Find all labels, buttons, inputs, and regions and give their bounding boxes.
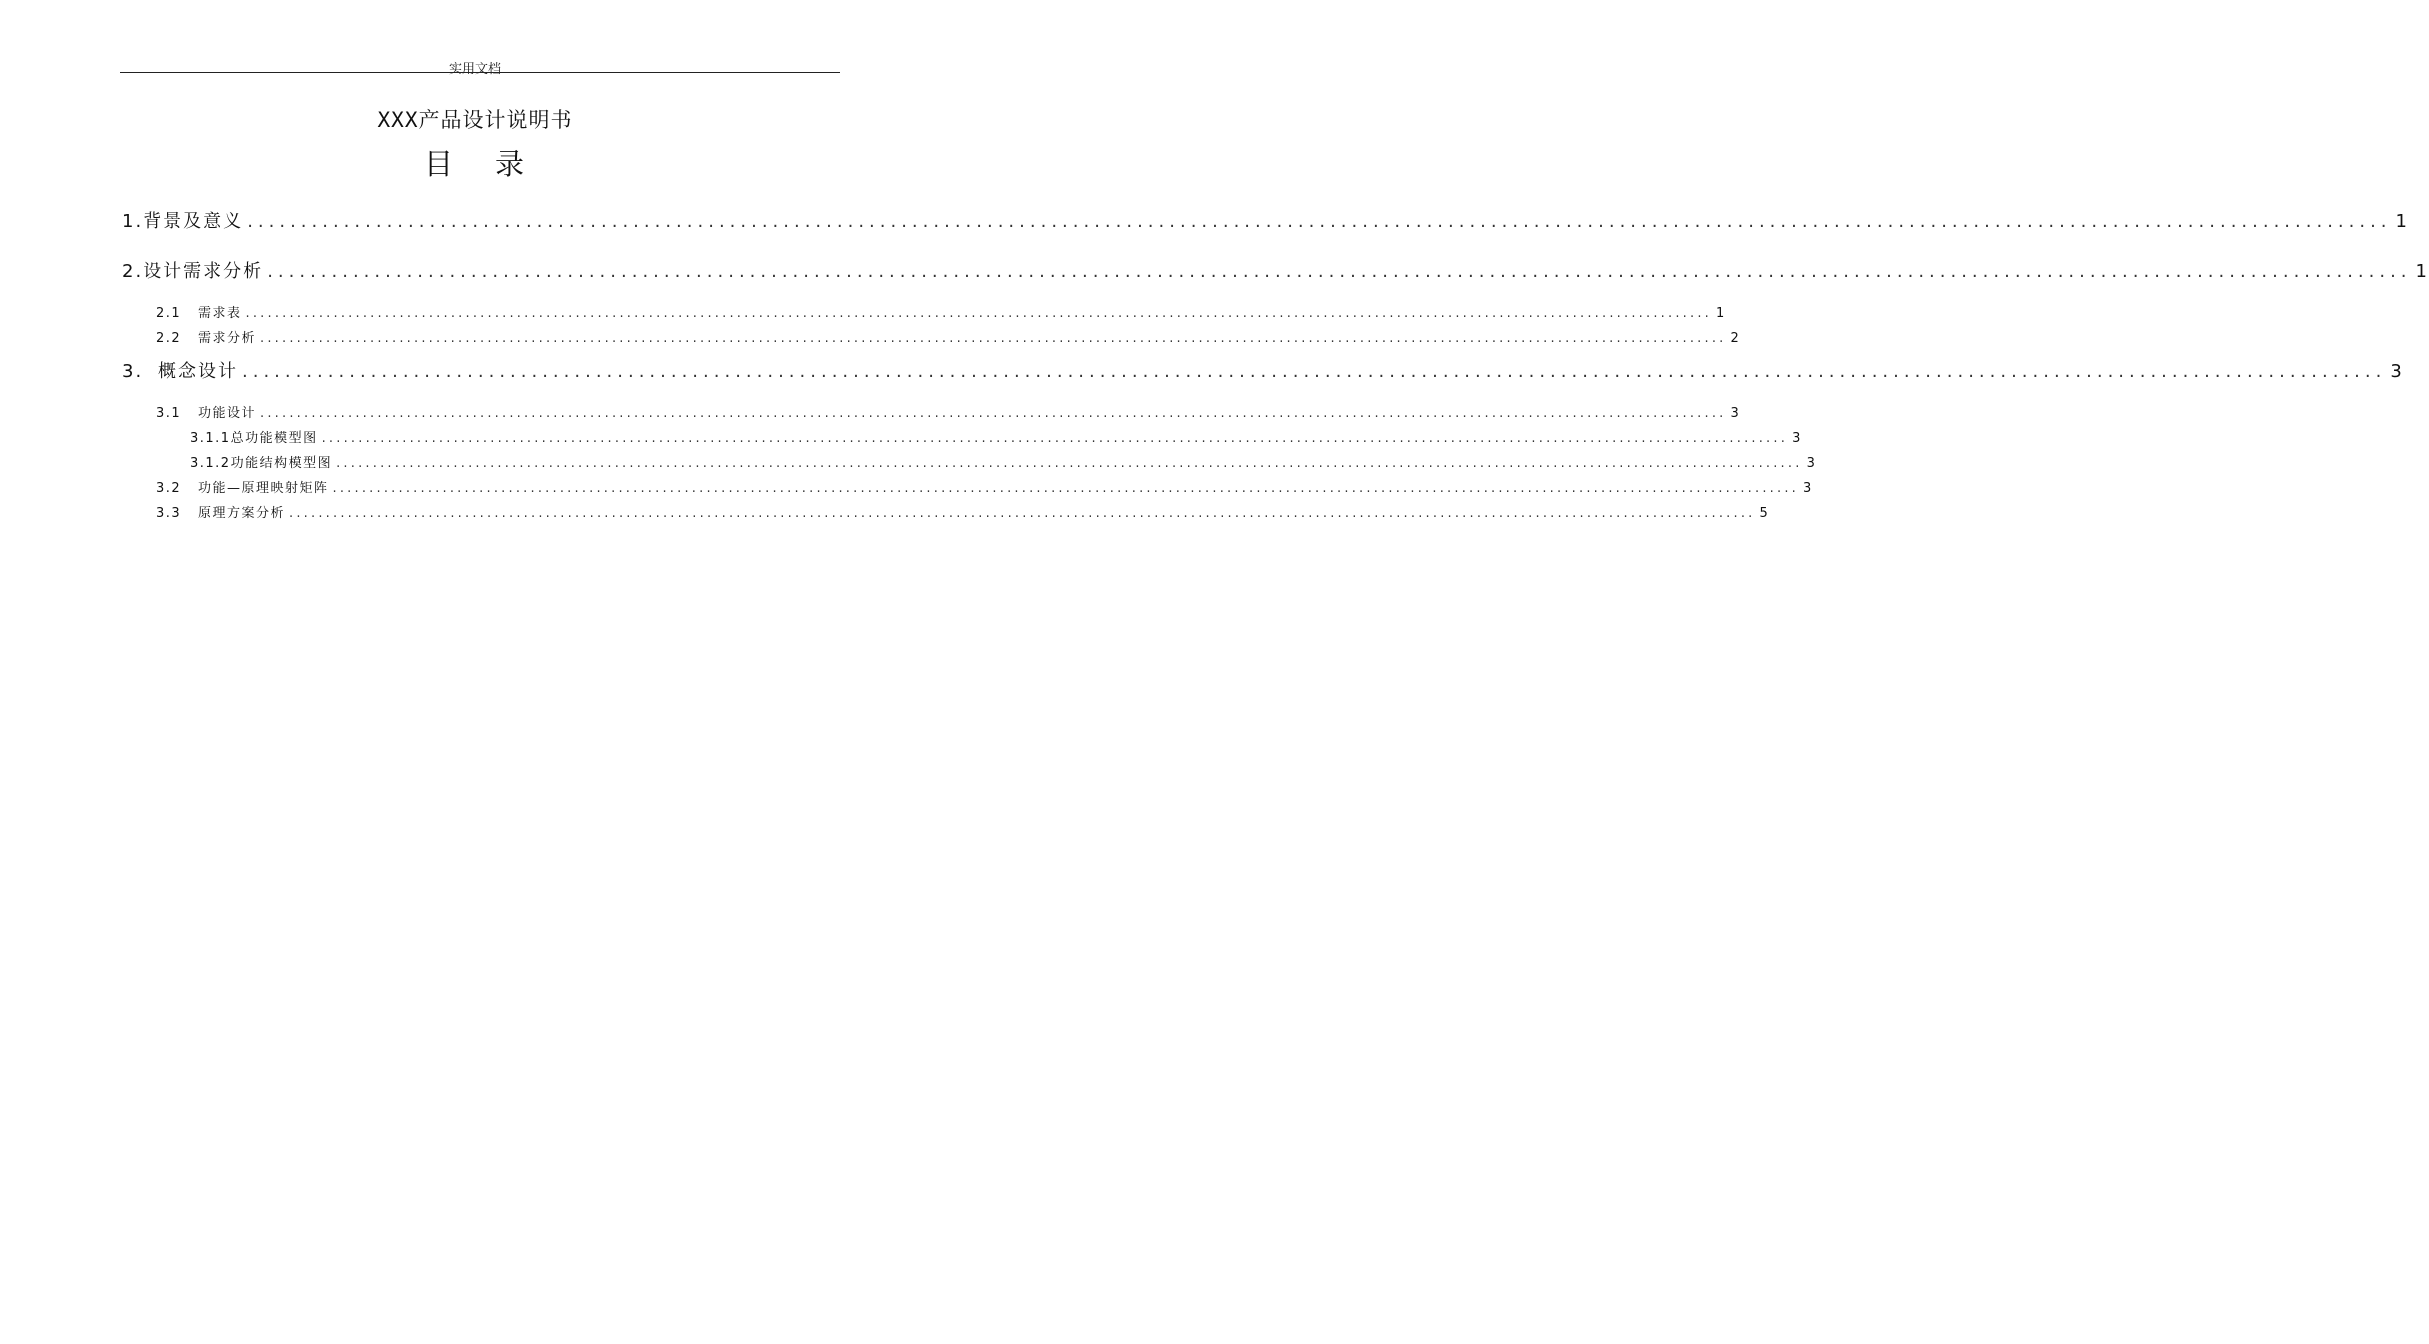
toc-leader: ........................................................................................................................................................................................................ [245, 306, 1712, 321]
toc-heading-left: 目 [423, 147, 455, 181]
toc-entry-label: 功能结构模型图 [230, 456, 333, 471]
toc-leader: ........................................................................................................................................................................................................ [260, 406, 1727, 421]
toc-entry[interactable] [156, 302, 1726, 321]
toc-entry-label: 背景及意义 [143, 211, 244, 232]
toc-entry[interactable] [190, 427, 1802, 446]
toc-entry-number: 3.1.2 [190, 456, 231, 471]
toc-entry-page: 3 [1792, 431, 1802, 446]
toc-entry-label: 设计需求分析 [143, 261, 264, 282]
toc-entry-label: 总功能模型图 [230, 431, 318, 446]
toc-entry[interactable] [122, 257, 2429, 283]
toc-entry-label: 功能—原理映射矩阵 [198, 481, 329, 496]
toc-entry-label: 需求表 [198, 306, 242, 321]
toc-entry[interactable] [122, 207, 2409, 233]
header-rule [120, 72, 840, 73]
toc-leader: ........................................................................................................................................................................................................ [336, 456, 1803, 471]
toc-entry-page: 3 [1802, 481, 1813, 496]
toc-entry-number: 2.1 [156, 306, 182, 321]
toc-entry[interactable] [156, 402, 1741, 421]
toc-entry-label: 功能设计 [198, 406, 257, 421]
toc-heading [0, 142, 950, 183]
toc-entry-number: 3.3 [156, 506, 182, 521]
toc-entry-number: 2.2 [156, 331, 182, 346]
toc-heading-right: 录 [495, 147, 527, 181]
toc-entry-page: 3 [2390, 361, 2404, 382]
toc-entry-number: 3.2 [156, 481, 182, 496]
toc-entry-number: 3.1.1 [190, 431, 231, 446]
toc-entry-number: 3.1 [156, 406, 182, 421]
toc-entry[interactable] [156, 502, 1770, 521]
document-title: XXX产品设计说明书 [377, 108, 573, 132]
toc-leader: ........................................................................................................................................................................................................ [332, 481, 1799, 496]
toc-entry-page: 1 [2395, 211, 2409, 232]
toc-leader: ........................................................................................................................................................................................................ [242, 361, 2387, 382]
toc-leader: ........................................................................................................................................................................................................ [289, 506, 1756, 521]
toc-entry-number: 3. [122, 361, 144, 382]
toc-entry-page: 1 [1715, 306, 1726, 321]
toc-entry-number: 1. [122, 211, 144, 232]
toc-entry-label: 概念设计 [158, 361, 238, 382]
toc-leader: ........................................................................................................................................................................................................ [260, 331, 1727, 346]
toc-entry-page: 2 [1730, 331, 1741, 346]
toc-entry[interactable] [122, 357, 2404, 383]
toc-entry[interactable] [156, 327, 1741, 346]
toc-entry[interactable] [190, 452, 1817, 471]
toc-entry-label: 原理方案分析 [198, 506, 286, 521]
page-header: 实用文档 [448, 62, 501, 77]
toc-entry-page: 3 [1730, 406, 1741, 421]
toc-entry-label: 需求分析 [198, 331, 257, 346]
toc-entry[interactable] [156, 477, 1813, 496]
toc-leader: ........................................................................................................................................................................................................ [321, 431, 1789, 446]
toc-leader: ........................................................................................................................................................................................................ [247, 211, 2392, 232]
toc-entry-page: 3 [1806, 456, 1817, 471]
toc-entry-number: 2. [122, 261, 144, 282]
toc-entry-page: 1 [2415, 261, 2429, 282]
toc-leader: ........................................................................................................................................................................................................ [267, 261, 2412, 282]
toc-entry-page: 5 [1759, 506, 1770, 521]
